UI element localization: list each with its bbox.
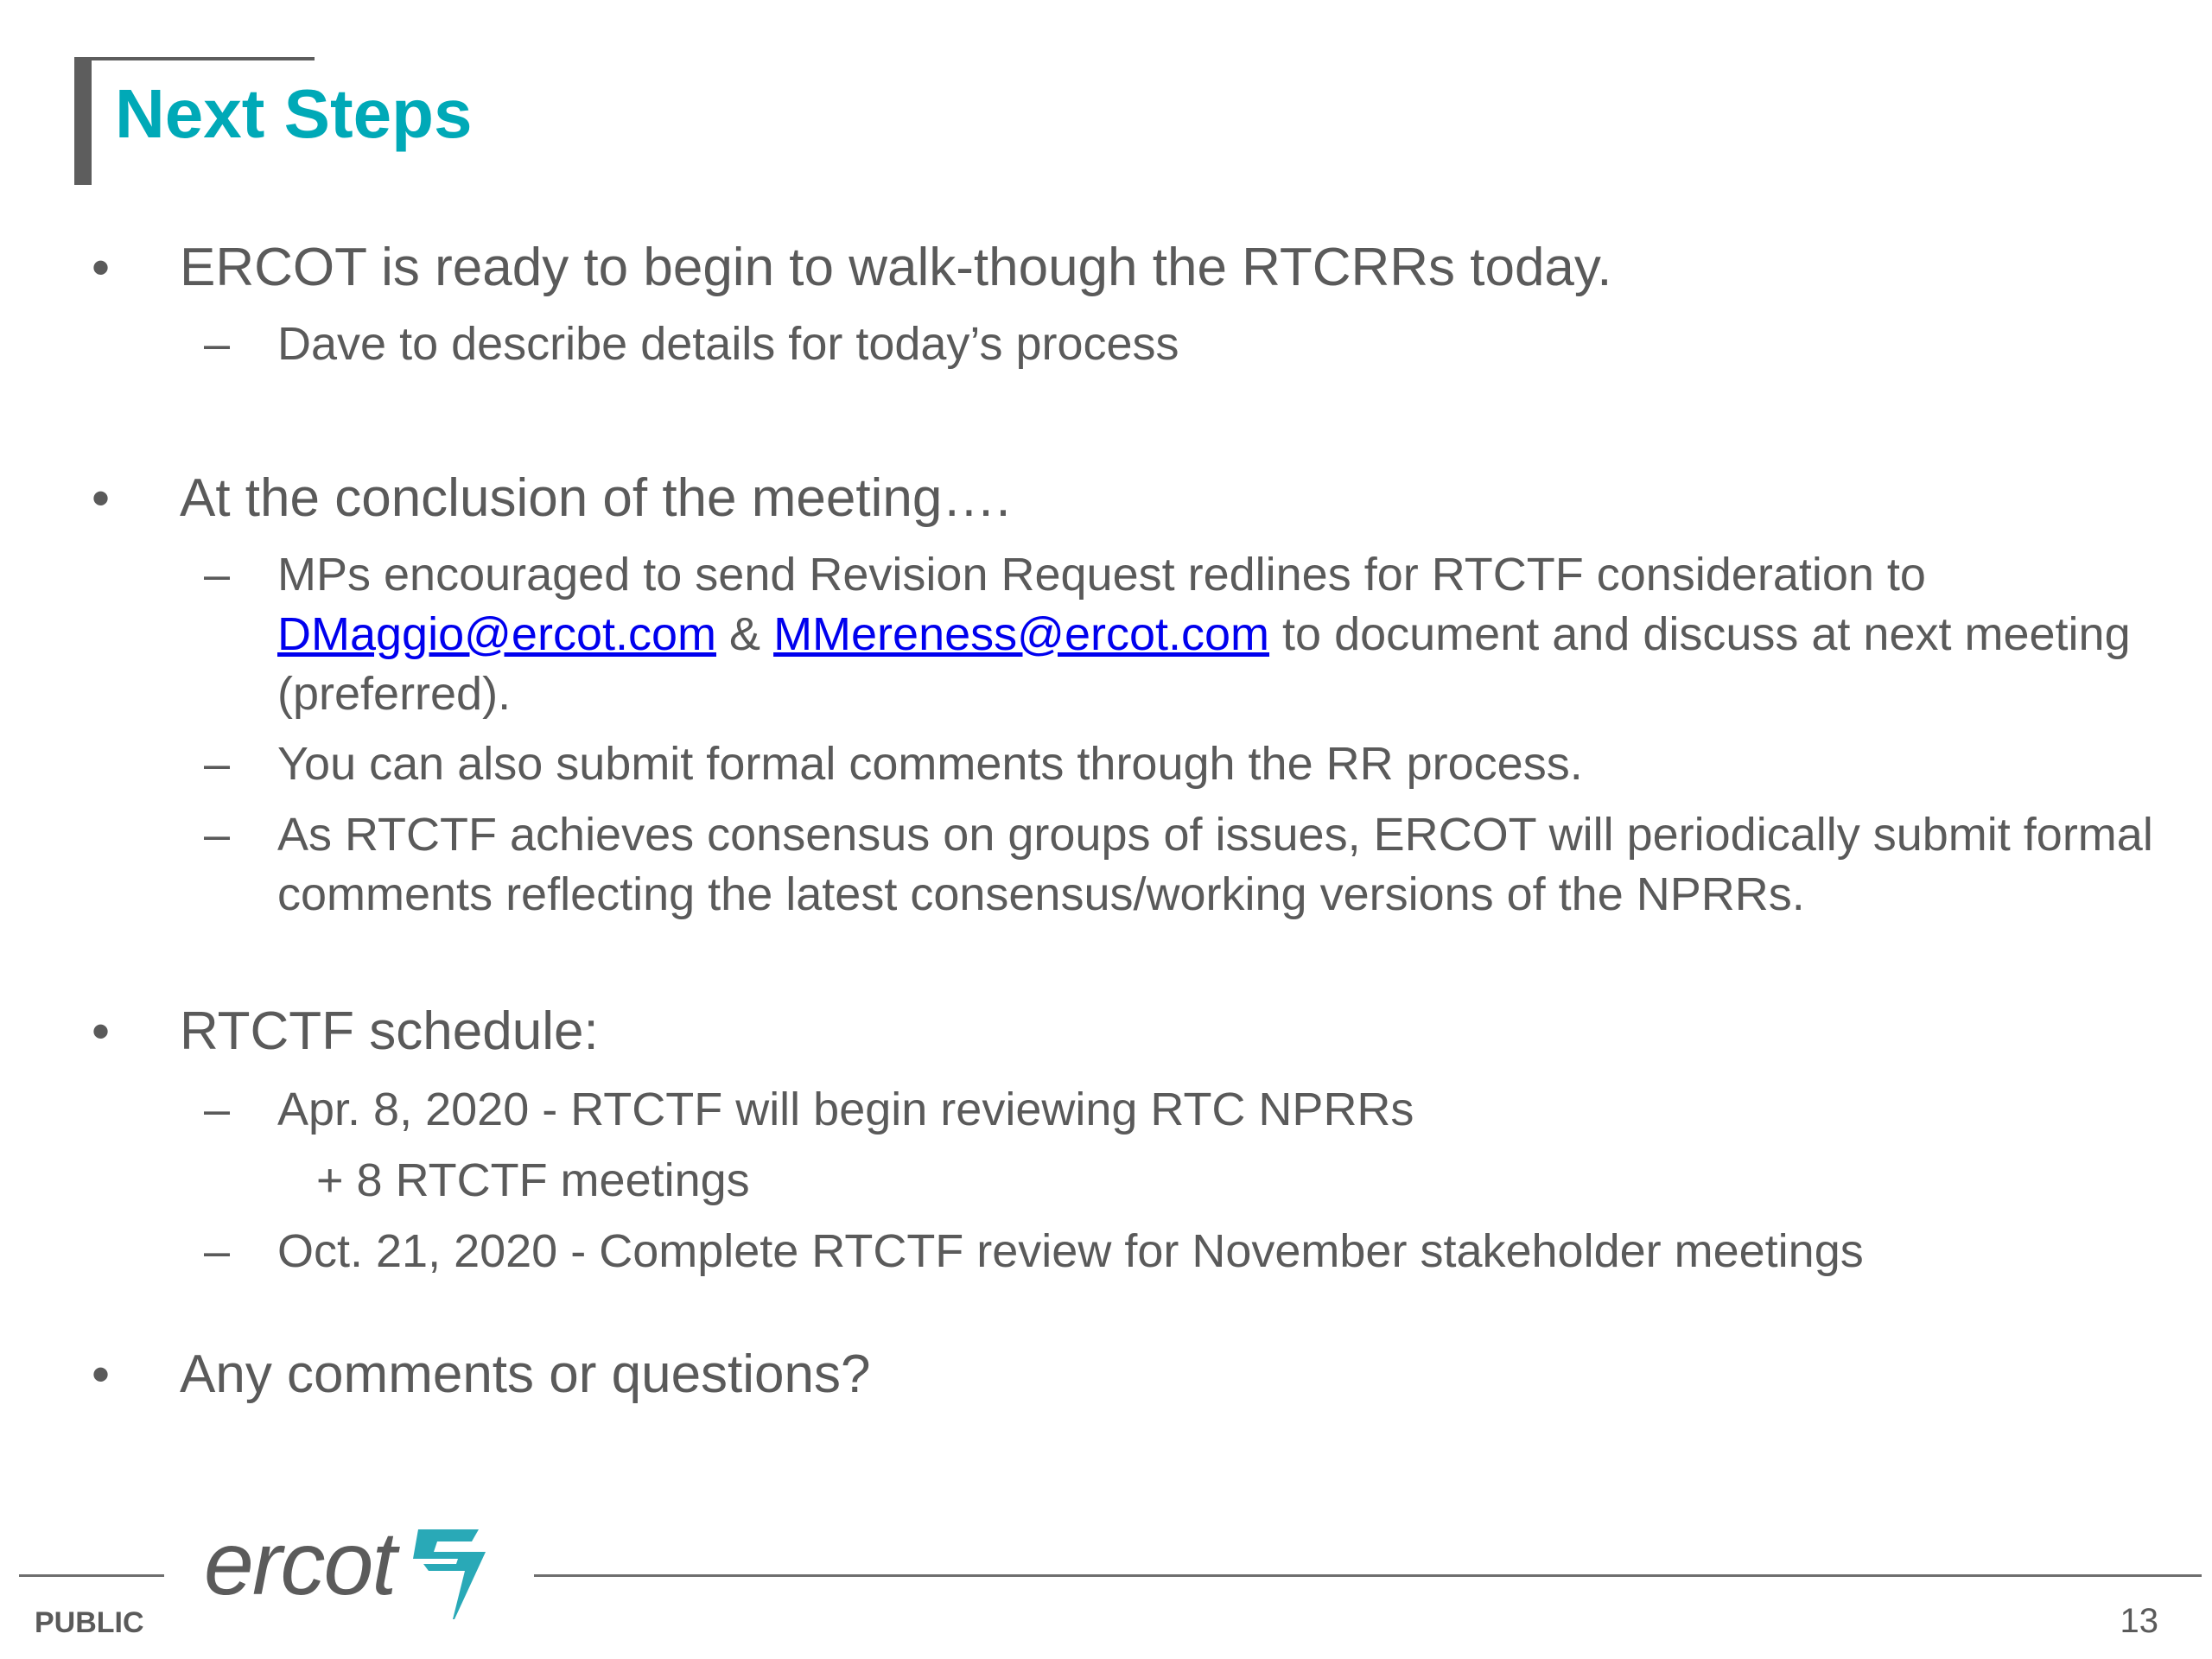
sub-1-1-dash: – bbox=[204, 318, 231, 370]
bullet-2-text: At the conclusion of the meeting…. bbox=[180, 468, 1011, 528]
ampersand: & bbox=[729, 608, 761, 660]
sub-3-1-dash: – bbox=[204, 1084, 231, 1135]
title-accent-rule bbox=[74, 57, 315, 60]
footer-rule-right bbox=[534, 1574, 2202, 1577]
email-link-mmereness[interactable]: MMereness@ercot.com bbox=[773, 608, 1270, 660]
sub-2-1-text-before: MPs encouraged to send Revision Request redlines for RTCTF consideration to bbox=[277, 549, 1926, 601]
ercot-logo-wordmark: ercot bbox=[204, 1514, 396, 1614]
bullet-1-text: ERCOT is ready to begin to walk-though the RTCRRs today. bbox=[180, 238, 1612, 297]
sub-3-1-text: Apr. 8, 2020 - RTCTF will begin reviewing RTC NPRRs bbox=[277, 1084, 1414, 1135]
sub-3-1-extra: + 8 RTCTF meetings bbox=[316, 1154, 750, 1206]
slide-title: Next Steps bbox=[115, 75, 473, 152]
sub-2-1-text-after: to document and discuss at next meeting (preferred). bbox=[277, 608, 2131, 720]
bullet-3: • bbox=[92, 1002, 111, 1060]
bullet-3-text: RTCTF schedule: bbox=[180, 1001, 599, 1061]
bullet-1: • bbox=[92, 238, 111, 296]
classification-label: PUBLIC bbox=[35, 1606, 144, 1639]
sub-3-2-text: Oct. 21, 2020 - Complete RTCTF review for November stakeholder meetings bbox=[277, 1225, 1864, 1277]
sub-2-3-dash: – bbox=[204, 809, 231, 861]
page-number: 13 bbox=[2120, 1602, 2158, 1640]
sub-2-1-dash: – bbox=[204, 549, 231, 601]
title-accent-bar bbox=[74, 57, 92, 185]
footer-rule-left bbox=[19, 1574, 164, 1577]
sub-2-2-dash: – bbox=[204, 738, 231, 790]
ercot-lightning-icon bbox=[403, 1522, 498, 1626]
sub-2-3-text: As RTCTF achieves consensus on groups of issues, ERCOT will periodically submit formal comments reflecting the latest consensus/working versions of the NPRRs. bbox=[277, 809, 2153, 920]
bullet-4-text: Any comments or questions? bbox=[180, 1344, 871, 1404]
bullet-4: • bbox=[92, 1345, 111, 1403]
bullet-2: • bbox=[92, 469, 111, 527]
sub-3-2-dash: – bbox=[204, 1225, 231, 1277]
sub-2-1-text bbox=[277, 545, 2161, 724]
sub-2-2-text: You can also submit formal comments through the RR process. bbox=[277, 738, 1583, 790]
sub-1-1-text: Dave to describe details for today’s process bbox=[277, 318, 1179, 370]
email-link-dmaggio[interactable]: DMaggio@ercot.com bbox=[277, 608, 716, 660]
